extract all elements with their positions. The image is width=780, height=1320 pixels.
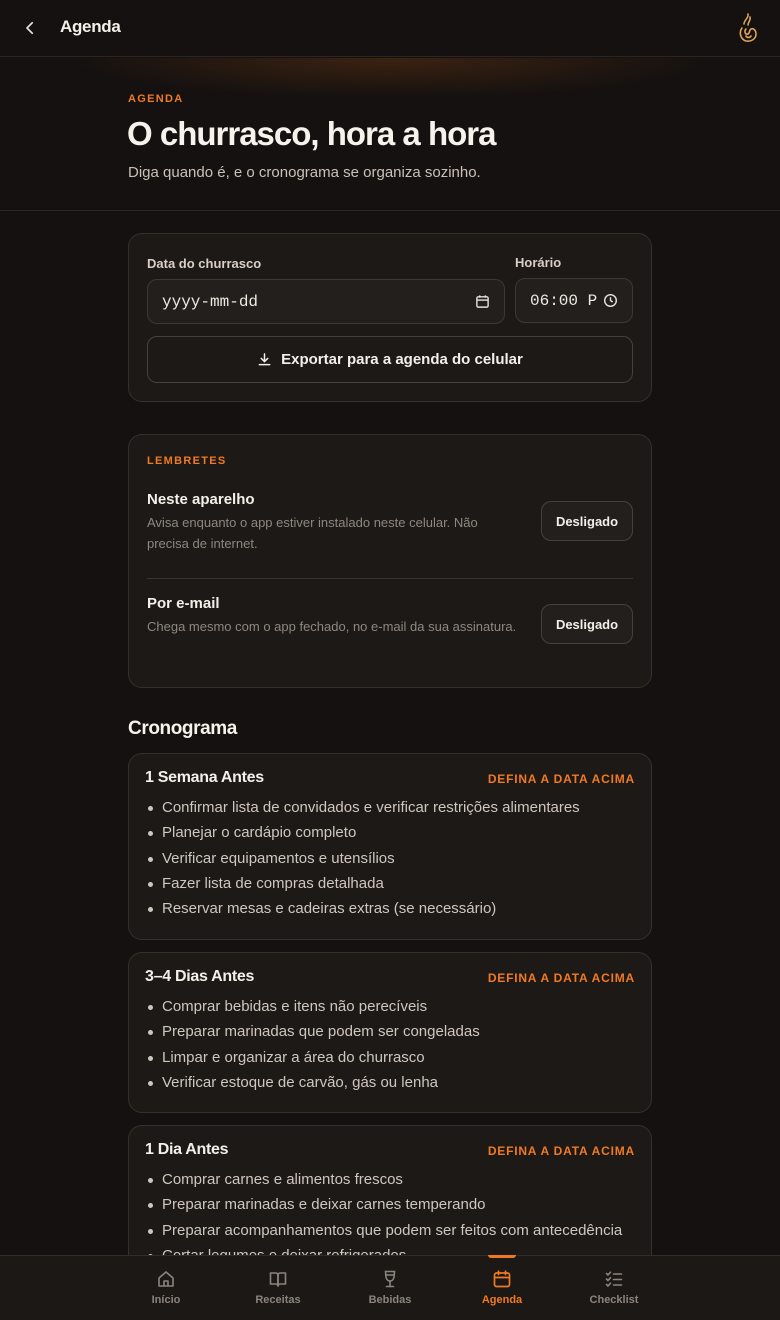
hero-section [0, 58, 780, 211]
reminder-device-title: Neste aparelho [147, 491, 255, 508]
time-label: Horário [515, 255, 562, 270]
schedule-card-title: 3–4 Dias Antes [145, 968, 255, 985]
list-item: Limpar e organizar a área do churrasco [145, 1048, 480, 1073]
reminder-email-desc: Chega mesmo com o app fechado, no e-mail da sua assinatura. [147, 619, 517, 634]
schedule-task-list [145, 997, 480, 1098]
nav-label: Receitas [255, 1294, 301, 1306]
home-icon [156, 1269, 176, 1289]
list-item: Verificar estoque de carvão, gás ou lenha [145, 1073, 480, 1098]
time-input-value: 06:00 P [530, 291, 598, 310]
nav-item-agenda[interactable] [447, 1256, 557, 1320]
calendar-picker-icon[interactable] [475, 294, 490, 309]
nav-item-receitas[interactable] [223, 1256, 333, 1320]
nav-label: Bebidas [368, 1294, 412, 1306]
time-input[interactable] [515, 278, 633, 323]
schedule-title: Cronograma [128, 718, 237, 739]
list-item: Reservar mesas e cadeiras extras (se necessário) [145, 899, 580, 924]
list-item: Verificar equipamentos e utensílios [145, 849, 580, 874]
back-button[interactable] [18, 16, 42, 40]
reminder-email-toggle[interactable]: Desligado [541, 604, 633, 644]
date-input-value: yyyy-mm-dd [162, 292, 259, 311]
hero-eyebrow: AGENDA [128, 93, 184, 105]
hero-title: O churrasco, hora a hora [127, 115, 496, 152]
export-button-label: Exportar para a agenda do celular [281, 351, 523, 368]
date-card [128, 233, 652, 402]
reminder-device-desc: Avisa enquanto o app estiver instalado neste celular. Não precisa de internet. [147, 515, 478, 551]
nav-item-bebidas[interactable] [335, 1256, 445, 1320]
schedule-task-list [145, 798, 580, 924]
checklist-icon [604, 1269, 624, 1289]
reminders-card [128, 434, 652, 688]
list-item: Preparar marinadas e deixar carnes temperando [145, 1195, 622, 1220]
date-label: Data do churrasco [147, 256, 262, 271]
nav-label: Início [151, 1294, 181, 1306]
reminders-divider [147, 578, 633, 579]
book-icon [268, 1269, 288, 1289]
hero-subtitle: Diga quando é, e o cronograma se organiza sozinho. [128, 164, 481, 181]
list-item: Fazer lista de compras detalhada [145, 874, 580, 899]
nav-item-inicio[interactable] [111, 1256, 221, 1320]
list-item: Confirmar lista de convidados e verificar restrições alimentares [145, 798, 580, 823]
schedule-card-status: DEFINA A DATA ACIMA [487, 772, 635, 786]
chevron-left-icon [21, 19, 39, 37]
clock-icon[interactable] [603, 293, 618, 308]
schedule-card-status: DEFINA A DATA ACIMA [487, 1144, 635, 1158]
date-input[interactable] [147, 279, 505, 324]
schedule-card-3-4-days [128, 952, 652, 1113]
reminders-eyebrow: LEMBRETES [147, 455, 227, 467]
schedule-card-title: 1 Semana Antes [145, 769, 264, 786]
top-bar [0, 0, 780, 57]
download-icon [257, 352, 272, 367]
schedule-card-title: 1 Dia Antes [145, 1141, 229, 1158]
nav-item-checklist[interactable] [559, 1256, 669, 1320]
reminder-email-title: Por e-mail [147, 595, 220, 612]
list-item: Comprar bebidas e itens não perecíveis [145, 997, 480, 1022]
schedule-card-status: DEFINA A DATA ACIMA [487, 971, 635, 985]
nav-label: Checklist [589, 1294, 639, 1306]
list-item: Comprar carnes e alimentos frescos [145, 1170, 622, 1195]
reminder-device-toggle[interactable]: Desligado [541, 501, 633, 541]
wine-glass-icon [380, 1269, 400, 1289]
calendar-icon [492, 1269, 512, 1289]
bottom-nav [0, 1255, 780, 1320]
list-item: Planejar o cardápio completo [145, 823, 580, 848]
export-calendar-button[interactable] [147, 336, 633, 383]
nav-label: Agenda [481, 1294, 523, 1306]
schedule-card-week [128, 753, 652, 940]
flame-logo-icon [736, 12, 760, 44]
page-title: Agenda [60, 17, 121, 36]
list-item: Preparar marinadas que podem ser congeladas [145, 1022, 480, 1047]
list-item: Preparar acompanhamentos que podem ser feitos com antecedência [145, 1221, 622, 1246]
app-logo [736, 12, 760, 44]
